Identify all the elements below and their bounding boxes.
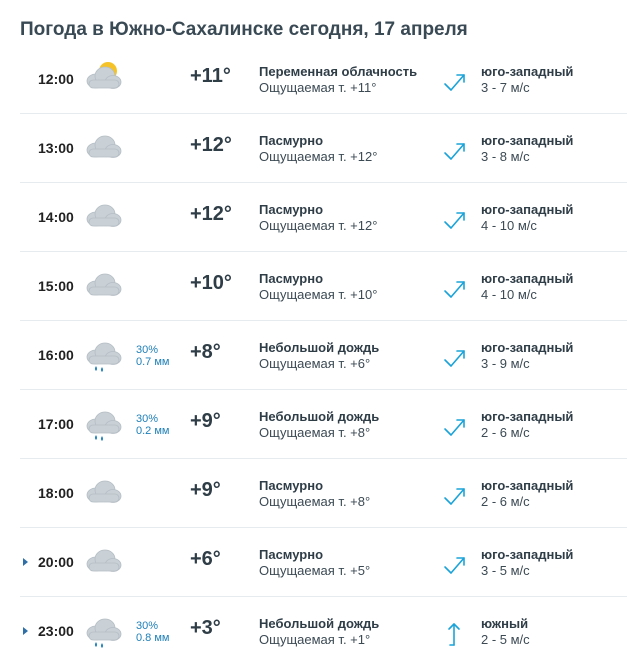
row-temperature: +12° [190, 134, 232, 156]
overcast-icon [84, 544, 122, 578]
row-feels-like: Ощущаемая т. +5° [259, 563, 371, 578]
precipitation-info [136, 344, 169, 368]
arrow-northeast-icon [441, 552, 467, 578]
row-feels-like: Ощущаемая т. +1° [259, 632, 371, 647]
precipitation-amount: 0.7 мм [136, 356, 170, 368]
row-time: 16:00 [38, 347, 74, 363]
light-rain-icon [84, 337, 122, 371]
precipitation-probability: 30% [136, 620, 159, 632]
row-condition: Пасмурно [259, 202, 324, 217]
row-feels-like: Ощущаемая т. +12° [259, 149, 378, 164]
row-wind-speed: 3 - 7 м/с [481, 80, 530, 95]
row-temperature: +12° [190, 203, 232, 225]
row-wind-direction: юго-западный [481, 271, 574, 286]
row-condition: Пасмурно [259, 271, 324, 286]
row-time: 23:00 [38, 623, 74, 639]
forecast-row[interactable] [20, 528, 627, 597]
overcast-icon [84, 268, 122, 302]
arrow-northeast-icon [441, 483, 467, 509]
row-temperature: +6° [190, 548, 221, 570]
arrow-northeast-icon [441, 207, 467, 233]
row-wind-speed: 3 - 8 м/с [481, 149, 530, 164]
row-wind-speed: 2 - 6 м/с [481, 425, 530, 440]
expand-arrow-icon[interactable] [23, 627, 28, 635]
forecast-row [20, 390, 627, 459]
precipitation-amount: 0.2 мм [136, 425, 170, 437]
row-wind-speed: 2 - 6 м/с [481, 494, 530, 509]
row-condition: Пасмурно [259, 547, 324, 562]
arrow-north-icon [441, 621, 467, 647]
precipitation-info [136, 413, 169, 437]
row-wind-direction: юго-западный [481, 64, 574, 79]
row-wind-speed: 3 - 9 м/с [481, 356, 530, 371]
forecast-row [20, 321, 627, 390]
precipitation-amount: 0.8 мм [136, 632, 170, 644]
row-wind-direction: юго-западный [481, 547, 574, 562]
row-feels-like: Ощущаемая т. +6° [259, 356, 371, 371]
row-feels-like: Ощущаемая т. +10° [259, 287, 378, 302]
hourly-forecast-list [0, 45, 627, 665]
row-time: 17:00 [38, 416, 74, 432]
forecast-row [20, 114, 627, 183]
precipitation-info [136, 620, 169, 644]
row-condition: Небольшой дождь [259, 616, 380, 631]
row-condition: Переменная облачность [259, 64, 418, 79]
row-feels-like: Ощущаемая т. +8° [259, 494, 371, 509]
row-time: 15:00 [38, 278, 74, 294]
row-temperature: +3° [190, 617, 221, 639]
row-wind-direction: юго-западный [481, 478, 574, 493]
light-rain-icon [84, 406, 122, 440]
forecast-row [20, 252, 627, 321]
row-feels-like: Ощущаемая т. +11° [259, 80, 377, 95]
row-wind-speed: 4 - 10 м/с [481, 287, 537, 302]
forecast-row [20, 45, 627, 114]
row-wind-direction: юго-западный [481, 133, 574, 148]
row-condition: Пасмурно [259, 133, 324, 148]
row-wind-speed: 2 - 5 м/с [481, 632, 530, 647]
row-condition: Пасмурно [259, 478, 324, 493]
row-time: 18:00 [38, 485, 74, 501]
arrow-northeast-icon [441, 276, 467, 302]
arrow-northeast-icon [441, 69, 467, 95]
row-time: 20:00 [38, 554, 74, 570]
row-wind-direction: южный [481, 616, 529, 631]
forecast-row [20, 183, 627, 252]
row-temperature: +9° [190, 410, 221, 432]
arrow-northeast-icon [441, 345, 467, 371]
overcast-icon [84, 475, 122, 509]
forecast-row[interactable] [20, 597, 627, 665]
overcast-icon [84, 130, 122, 164]
arrow-northeast-icon [441, 414, 467, 440]
row-time: 13:00 [38, 140, 74, 156]
row-temperature: +8° [190, 341, 221, 363]
row-wind-direction: юго-западный [481, 340, 574, 355]
forecast-row [20, 459, 627, 528]
light-rain-icon [84, 613, 122, 647]
page-title: Погода в Южно-Сахалинске сегодня, 17 апреля [20, 19, 468, 40]
row-feels-like: Ощущаемая т. +8° [259, 425, 371, 440]
precipitation-probability: 30% [136, 413, 159, 425]
row-wind-speed: 3 - 5 м/с [481, 563, 530, 578]
overcast-icon [84, 199, 122, 233]
row-temperature: +10° [190, 272, 232, 294]
row-wind-speed: 4 - 10 м/с [481, 218, 537, 233]
expand-arrow-icon[interactable] [23, 558, 28, 566]
row-condition: Небольшой дождь [259, 409, 380, 424]
row-time: 12:00 [38, 71, 74, 87]
arrow-northeast-icon [441, 138, 467, 164]
row-temperature: +11° [190, 65, 231, 87]
row-feels-like: Ощущаемая т. +12° [259, 218, 378, 233]
row-condition: Небольшой дождь [259, 340, 380, 355]
partly-cloudy-icon [84, 61, 122, 95]
row-time: 14:00 [38, 209, 74, 225]
row-wind-direction: юго-западный [481, 409, 574, 424]
precipitation-probability: 30% [136, 344, 159, 356]
row-wind-direction: юго-западный [481, 202, 574, 217]
row-temperature: +9° [190, 479, 221, 501]
